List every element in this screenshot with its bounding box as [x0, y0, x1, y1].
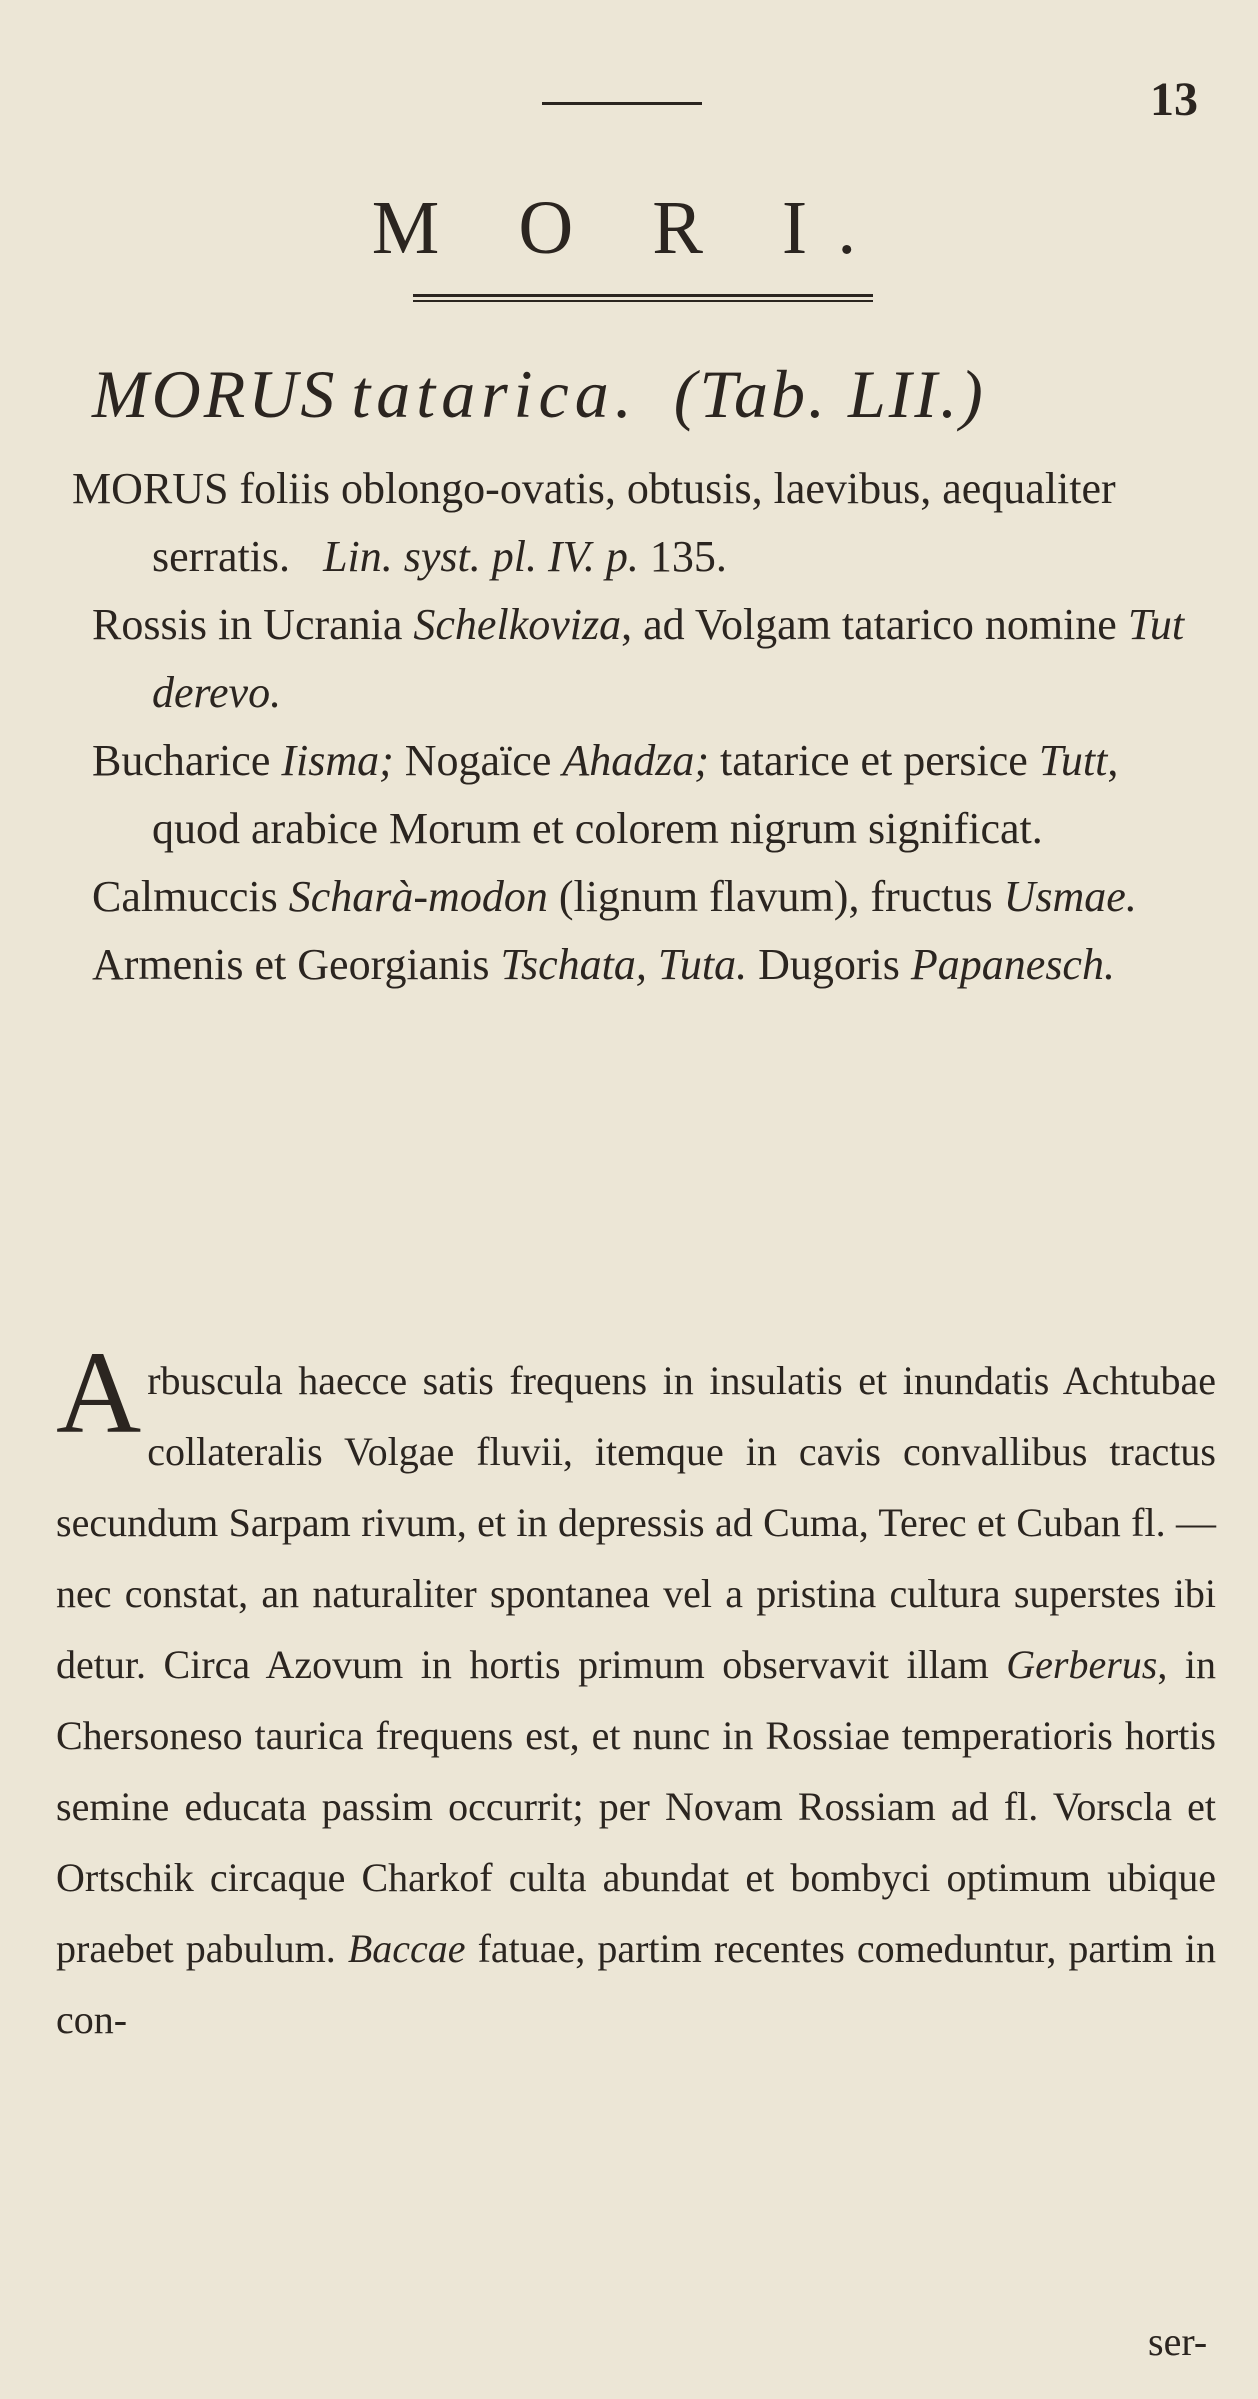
title-rule: [413, 294, 873, 303]
vernacular-segment: Nogaïce: [393, 736, 563, 785]
vernacular-entry: [0, 727, 1258, 863]
vernacular-segment: Usmae.: [1003, 872, 1137, 921]
vernacular-segment: Rossis in Ucrania: [92, 600, 414, 649]
vernacular-segment: Armenis et Georgianis: [92, 940, 501, 989]
diagnosis-text: MORUS foliis oblongo-ovatis, obtusis, laevibus, aequaliter serratis.: [72, 464, 1116, 581]
species-heading: [92, 355, 986, 434]
vernacular-segment: , ad Volgam tatarico nomine: [621, 600, 1128, 649]
plate-reference: (Tab. LII.): [673, 356, 986, 432]
vernacular-segment: Ahadza;: [562, 736, 710, 785]
page-number: 13: [1150, 73, 1198, 126]
genus-name: MORUS: [92, 356, 338, 432]
body-segment: , in Chersoneso taurica frequens est, et nunc in Rossiae temperatioris hortis semine educata passim occurrit; per Novam Rossiam ad fl. Vorscla et Ortschik circaque Charkof culta abundat et bombyci optimum ubique praebet pabulum.: [56, 1642, 1216, 1971]
vernacular-segment: Tschata, Tuta.: [500, 940, 748, 989]
species-epithet: tatarica.: [351, 356, 638, 432]
drop-cap: A: [56, 1327, 142, 1458]
vernacular-segment: Tutt: [1038, 736, 1108, 785]
body-text: [56, 1327, 1216, 2055]
vernacular-segment: tatarice et persice: [709, 736, 1039, 785]
body-paragraph: [56, 1327, 1216, 2055]
vernacular-segment: Calmuccis: [92, 872, 289, 921]
diagnosis-reference: Lin. syst. pl. IV. p.: [323, 532, 639, 581]
section-title: M O R I.: [371, 186, 887, 270]
vernacular-segment: Papanesch.: [910, 940, 1115, 989]
header-rule: [542, 102, 702, 105]
body-segment: rbuscula haecce satis frequens in insulatis et inundatis Achtubae collateralis Volgae fluvii, itemque in cavis convallibus tractus secundum Sarpam rivum, et in depressis ad Cuma, Terec et Cuban fl. — nec constat, an naturaliter spontanea vel a pristina cultura superstes ibi detur. Circa Azovum in hortis primum observavit illam: [56, 1358, 1216, 1687]
vernacular-segment: , quod arabice Morum et colorem nigrum significat.: [152, 736, 1119, 853]
vernacular-segment: (lignum flavum), fructus: [547, 872, 1004, 921]
vernacular-segment: Tut derevo.: [152, 600, 1185, 717]
body-segment: fatuae, partim recentes comeduntur, partim in con-: [56, 1926, 1216, 2042]
vernacular-segment: Scharà-modon: [288, 872, 548, 921]
vernacular-segment: Dugoris: [747, 940, 911, 989]
vernacular-entry: [0, 591, 1258, 727]
vernacular-segment: Iisma;: [281, 736, 394, 785]
vernacular-entry: [0, 931, 1258, 999]
diagnosis-page: 135.: [649, 532, 727, 581]
vernacular-names: [0, 591, 1258, 999]
body-segment: Baccae: [347, 1926, 466, 1971]
body-segment: Gerberus: [1006, 1642, 1158, 1687]
vernacular-segment: Schelkoviza: [413, 600, 622, 649]
synonymy-block: [0, 455, 1258, 999]
diagnosis: [0, 455, 1258, 591]
vernacular-segment: Bucharice: [92, 736, 282, 785]
vernacular-entry: [0, 863, 1258, 931]
catchword: ser-: [1148, 2319, 1208, 2364]
